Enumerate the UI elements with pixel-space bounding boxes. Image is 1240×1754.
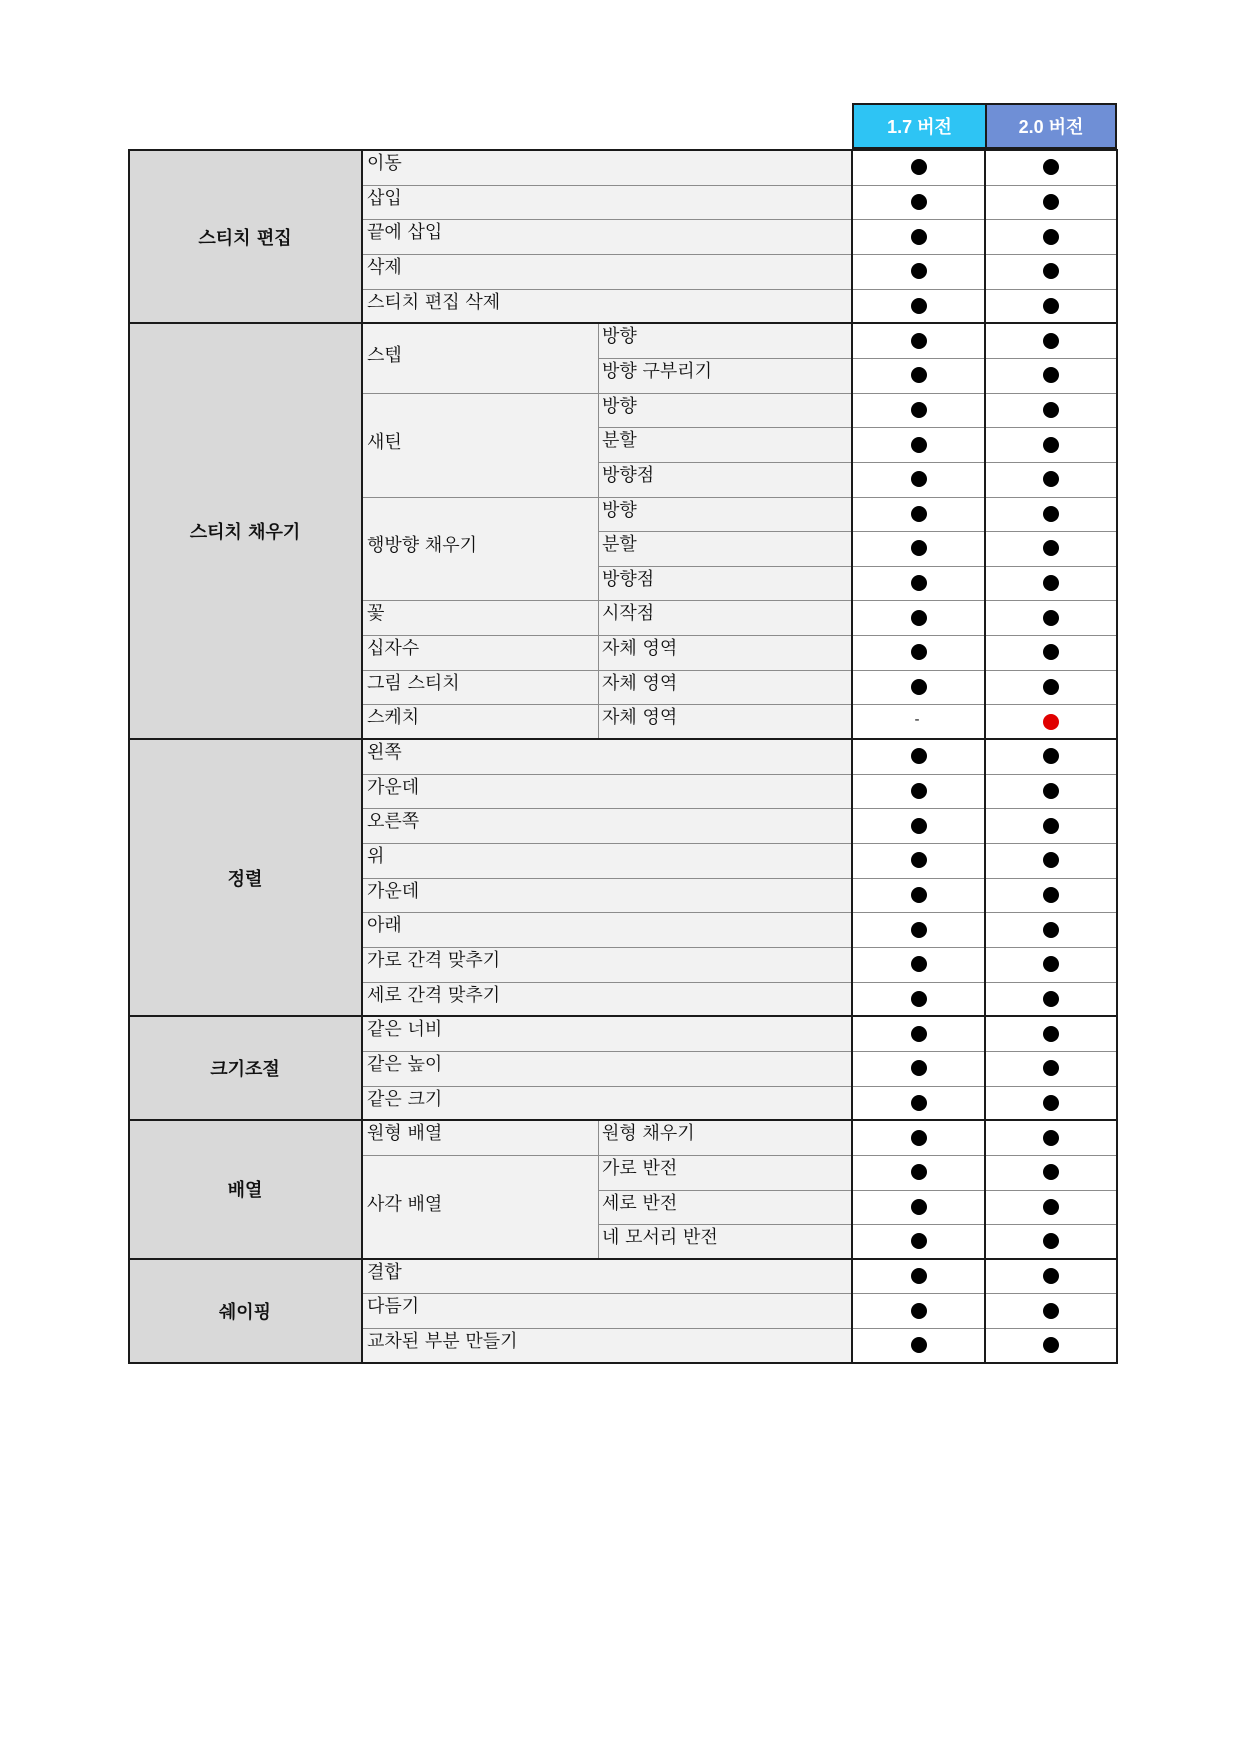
supported-dot	[911, 818, 927, 834]
row-divider	[362, 808, 852, 809]
border-col-b	[984, 149, 986, 1363]
group-border-bottom	[128, 1362, 1118, 1364]
row-divider	[598, 358, 852, 359]
supported-dot	[1043, 1199, 1059, 1215]
row-divider	[362, 393, 852, 394]
detail-label: 자체 영역	[602, 672, 678, 694]
detail-label: 자체 영역	[602, 707, 678, 729]
supported-dot	[911, 471, 927, 487]
row-divider	[362, 185, 852, 186]
supported-dot	[911, 852, 927, 868]
row-divider	[362, 289, 852, 290]
group-border-top	[128, 1258, 1117, 1260]
subcategory-label: 가운데	[367, 776, 420, 798]
group-border-top	[128, 1015, 1117, 1017]
supported-dot	[911, 229, 927, 245]
group-border-top	[128, 322, 1117, 324]
subcategory-label: 왼쪽	[367, 742, 402, 764]
row-divider	[362, 1293, 852, 1294]
supported-dot	[911, 1337, 927, 1353]
subcategory-label: 오른쪽	[367, 811, 420, 833]
border-right	[1116, 149, 1118, 1363]
row-divider	[598, 531, 852, 532]
row-divider	[362, 843, 852, 844]
supported-dot	[1043, 1268, 1059, 1284]
row-divider	[362, 497, 852, 498]
subcategory-label: 교차된 부분 만들기	[367, 1331, 518, 1353]
category-cell: 크기조절	[128, 1016, 362, 1120]
row-divider	[362, 1051, 852, 1052]
supported-dot	[911, 1199, 927, 1215]
border-left	[128, 149, 130, 1363]
detail-divider	[598, 635, 599, 670]
detail-divider	[598, 358, 599, 393]
detail-divider	[598, 323, 599, 358]
supported-dot	[911, 1268, 927, 1284]
supported-dot	[911, 1026, 927, 1042]
row-divider	[362, 254, 852, 255]
detail-divider	[598, 462, 599, 497]
no-support-mark: -	[914, 711, 920, 728]
supported-dot	[911, 644, 927, 660]
row-divider	[362, 600, 852, 601]
detail-divider	[598, 427, 599, 462]
detail-label: 방향점	[602, 568, 655, 590]
supported-dot	[1043, 229, 1059, 245]
detail-divider	[598, 670, 599, 705]
row-divider	[362, 670, 852, 671]
supported-dot	[1043, 1303, 1059, 1319]
supported-dot	[1043, 991, 1059, 1007]
supported-dot	[911, 540, 927, 556]
supported-dot	[911, 956, 927, 972]
subcategory-label: 그림 스티치	[367, 672, 460, 694]
group-border-top	[128, 149, 1117, 151]
subcategory-label: 사각 배열	[367, 1193, 443, 1215]
supported-dot	[1043, 298, 1059, 314]
supported-dot	[911, 991, 927, 1007]
supported-dot	[911, 887, 927, 903]
detail-divider	[598, 600, 599, 635]
detail-label: 방향	[602, 499, 637, 521]
subcategory-label: 가로 간격 맞추기	[367, 949, 501, 971]
supported-dot	[911, 1164, 927, 1180]
supported-dot	[1043, 194, 1059, 210]
supported-dot	[911, 333, 927, 349]
detail-divider	[598, 531, 599, 566]
category-cell: 스티치 편집	[128, 150, 362, 323]
supported-dot	[911, 610, 927, 626]
supported-dot	[911, 679, 927, 695]
supported-dot	[1043, 818, 1059, 834]
subcategory-label: 결합	[367, 1261, 402, 1283]
subcategory-label: 아래	[367, 915, 402, 937]
supported-dot	[911, 922, 927, 938]
supported-dot	[911, 263, 927, 279]
group-border-top	[128, 1119, 1117, 1121]
row-divider	[362, 1155, 852, 1156]
supported-dot	[1043, 783, 1059, 799]
supported-dot	[911, 194, 927, 210]
supported-dot	[911, 1233, 927, 1249]
row-divider	[362, 878, 852, 879]
subcategory-label: 스텝	[367, 344, 402, 366]
subcategory-label: 삭제	[367, 256, 402, 278]
supported-dot	[1043, 610, 1059, 626]
row-divider	[362, 947, 852, 948]
subcategory-label: 꽃	[367, 603, 385, 625]
row-divider	[598, 462, 852, 463]
supported-dot	[911, 1095, 927, 1111]
header-version-1-7: 1.7 버전	[852, 103, 987, 149]
row-divider	[598, 566, 852, 567]
row-divider	[598, 1224, 852, 1225]
subcategory-label: 이동	[367, 153, 402, 174]
supported-dot	[1043, 922, 1059, 938]
subcategory-label: 같은 크기	[367, 1088, 443, 1110]
group-border-top	[128, 738, 1117, 740]
supported-dot	[911, 298, 927, 314]
detail-label: 분할	[602, 534, 637, 556]
row-divider	[362, 1086, 852, 1087]
detail-label: 방향	[602, 395, 637, 417]
border-col-a	[851, 149, 853, 1363]
supported-dot	[911, 575, 927, 591]
row-divider	[598, 1190, 852, 1191]
detail-label: 방향 구부리기	[602, 360, 713, 382]
new-feature-dot	[1043, 714, 1059, 730]
supported-dot	[911, 437, 927, 453]
detail-label: 분할	[602, 430, 637, 452]
detail-divider	[598, 566, 599, 601]
subcategory-label: 스티치 편집 삭제	[367, 291, 501, 313]
detail-divider	[598, 497, 599, 532]
border-category	[361, 149, 363, 1363]
subcategory-label: 가운데	[367, 880, 420, 902]
row-divider	[362, 219, 852, 220]
subcategory-label: 행방향 채우기	[367, 535, 478, 557]
supported-dot	[1043, 506, 1059, 522]
row-divider	[598, 427, 852, 428]
supported-dot	[911, 1303, 927, 1319]
row-divider	[362, 704, 852, 705]
supported-dot	[911, 402, 927, 418]
supported-dot	[1043, 679, 1059, 695]
header-version-2-0: 2.0 버전	[985, 103, 1117, 149]
subcategory-label: 삽입	[367, 187, 402, 209]
supported-dot	[1043, 1095, 1059, 1111]
subcategory-label: 같은 높이	[367, 1053, 443, 1075]
supported-dot	[1043, 887, 1059, 903]
detail-label: 네 모서리 반전	[602, 1227, 718, 1249]
detail-divider	[598, 1224, 599, 1259]
detail-divider	[598, 1190, 599, 1225]
subcategory-label: 새틴	[367, 431, 402, 453]
detail-label: 방향	[602, 326, 637, 348]
subcategory-label: 다듬기	[367, 1296, 420, 1318]
detail-label: 가로 반전	[602, 1157, 678, 1179]
supported-dot	[1043, 1026, 1059, 1042]
supported-dot	[911, 367, 927, 383]
category-cell: 정렬	[128, 739, 362, 1016]
subcategory-label: 끝에 삽입	[367, 222, 443, 244]
row-divider	[362, 635, 852, 636]
supported-dot	[1043, 1130, 1059, 1146]
supported-dot	[1043, 402, 1059, 418]
detail-label: 세로 반전	[602, 1192, 678, 1214]
subcategory-label: 세로 간격 맞추기	[367, 984, 501, 1006]
row-divider	[362, 982, 852, 983]
detail-label: 원형 채우기	[602, 1123, 695, 1145]
supported-dot	[911, 748, 927, 764]
category-cell: 스티치 채우기	[128, 323, 362, 739]
row-divider	[362, 1328, 852, 1329]
detail-divider	[598, 704, 599, 739]
supported-dot	[911, 1130, 927, 1146]
supported-dot	[911, 159, 927, 175]
category-cell: 배열	[128, 1120, 362, 1259]
subcategory-label: 십자수	[367, 638, 420, 660]
supported-dot	[911, 783, 927, 799]
category-cell: 쉐이핑	[128, 1259, 362, 1363]
detail-label: 방향점	[602, 464, 655, 486]
supported-dot	[911, 1060, 927, 1076]
subcategory-label: 같은 너비	[367, 1019, 443, 1041]
row-divider	[362, 774, 852, 775]
supported-dot	[911, 506, 927, 522]
supported-dot	[1043, 333, 1059, 349]
row-divider	[362, 912, 852, 913]
subcategory-label: 스케치	[367, 707, 420, 729]
detail-divider	[598, 1155, 599, 1190]
subcategory-label: 위	[367, 846, 385, 867]
detail-divider	[598, 1120, 599, 1155]
detail-divider	[598, 393, 599, 428]
supported-dot	[1043, 575, 1059, 591]
subcategory-label: 원형 배열	[367, 1123, 443, 1145]
supported-dot	[1043, 437, 1059, 453]
detail-label: 시작점	[602, 603, 655, 625]
detail-label: 자체 영역	[602, 638, 678, 660]
